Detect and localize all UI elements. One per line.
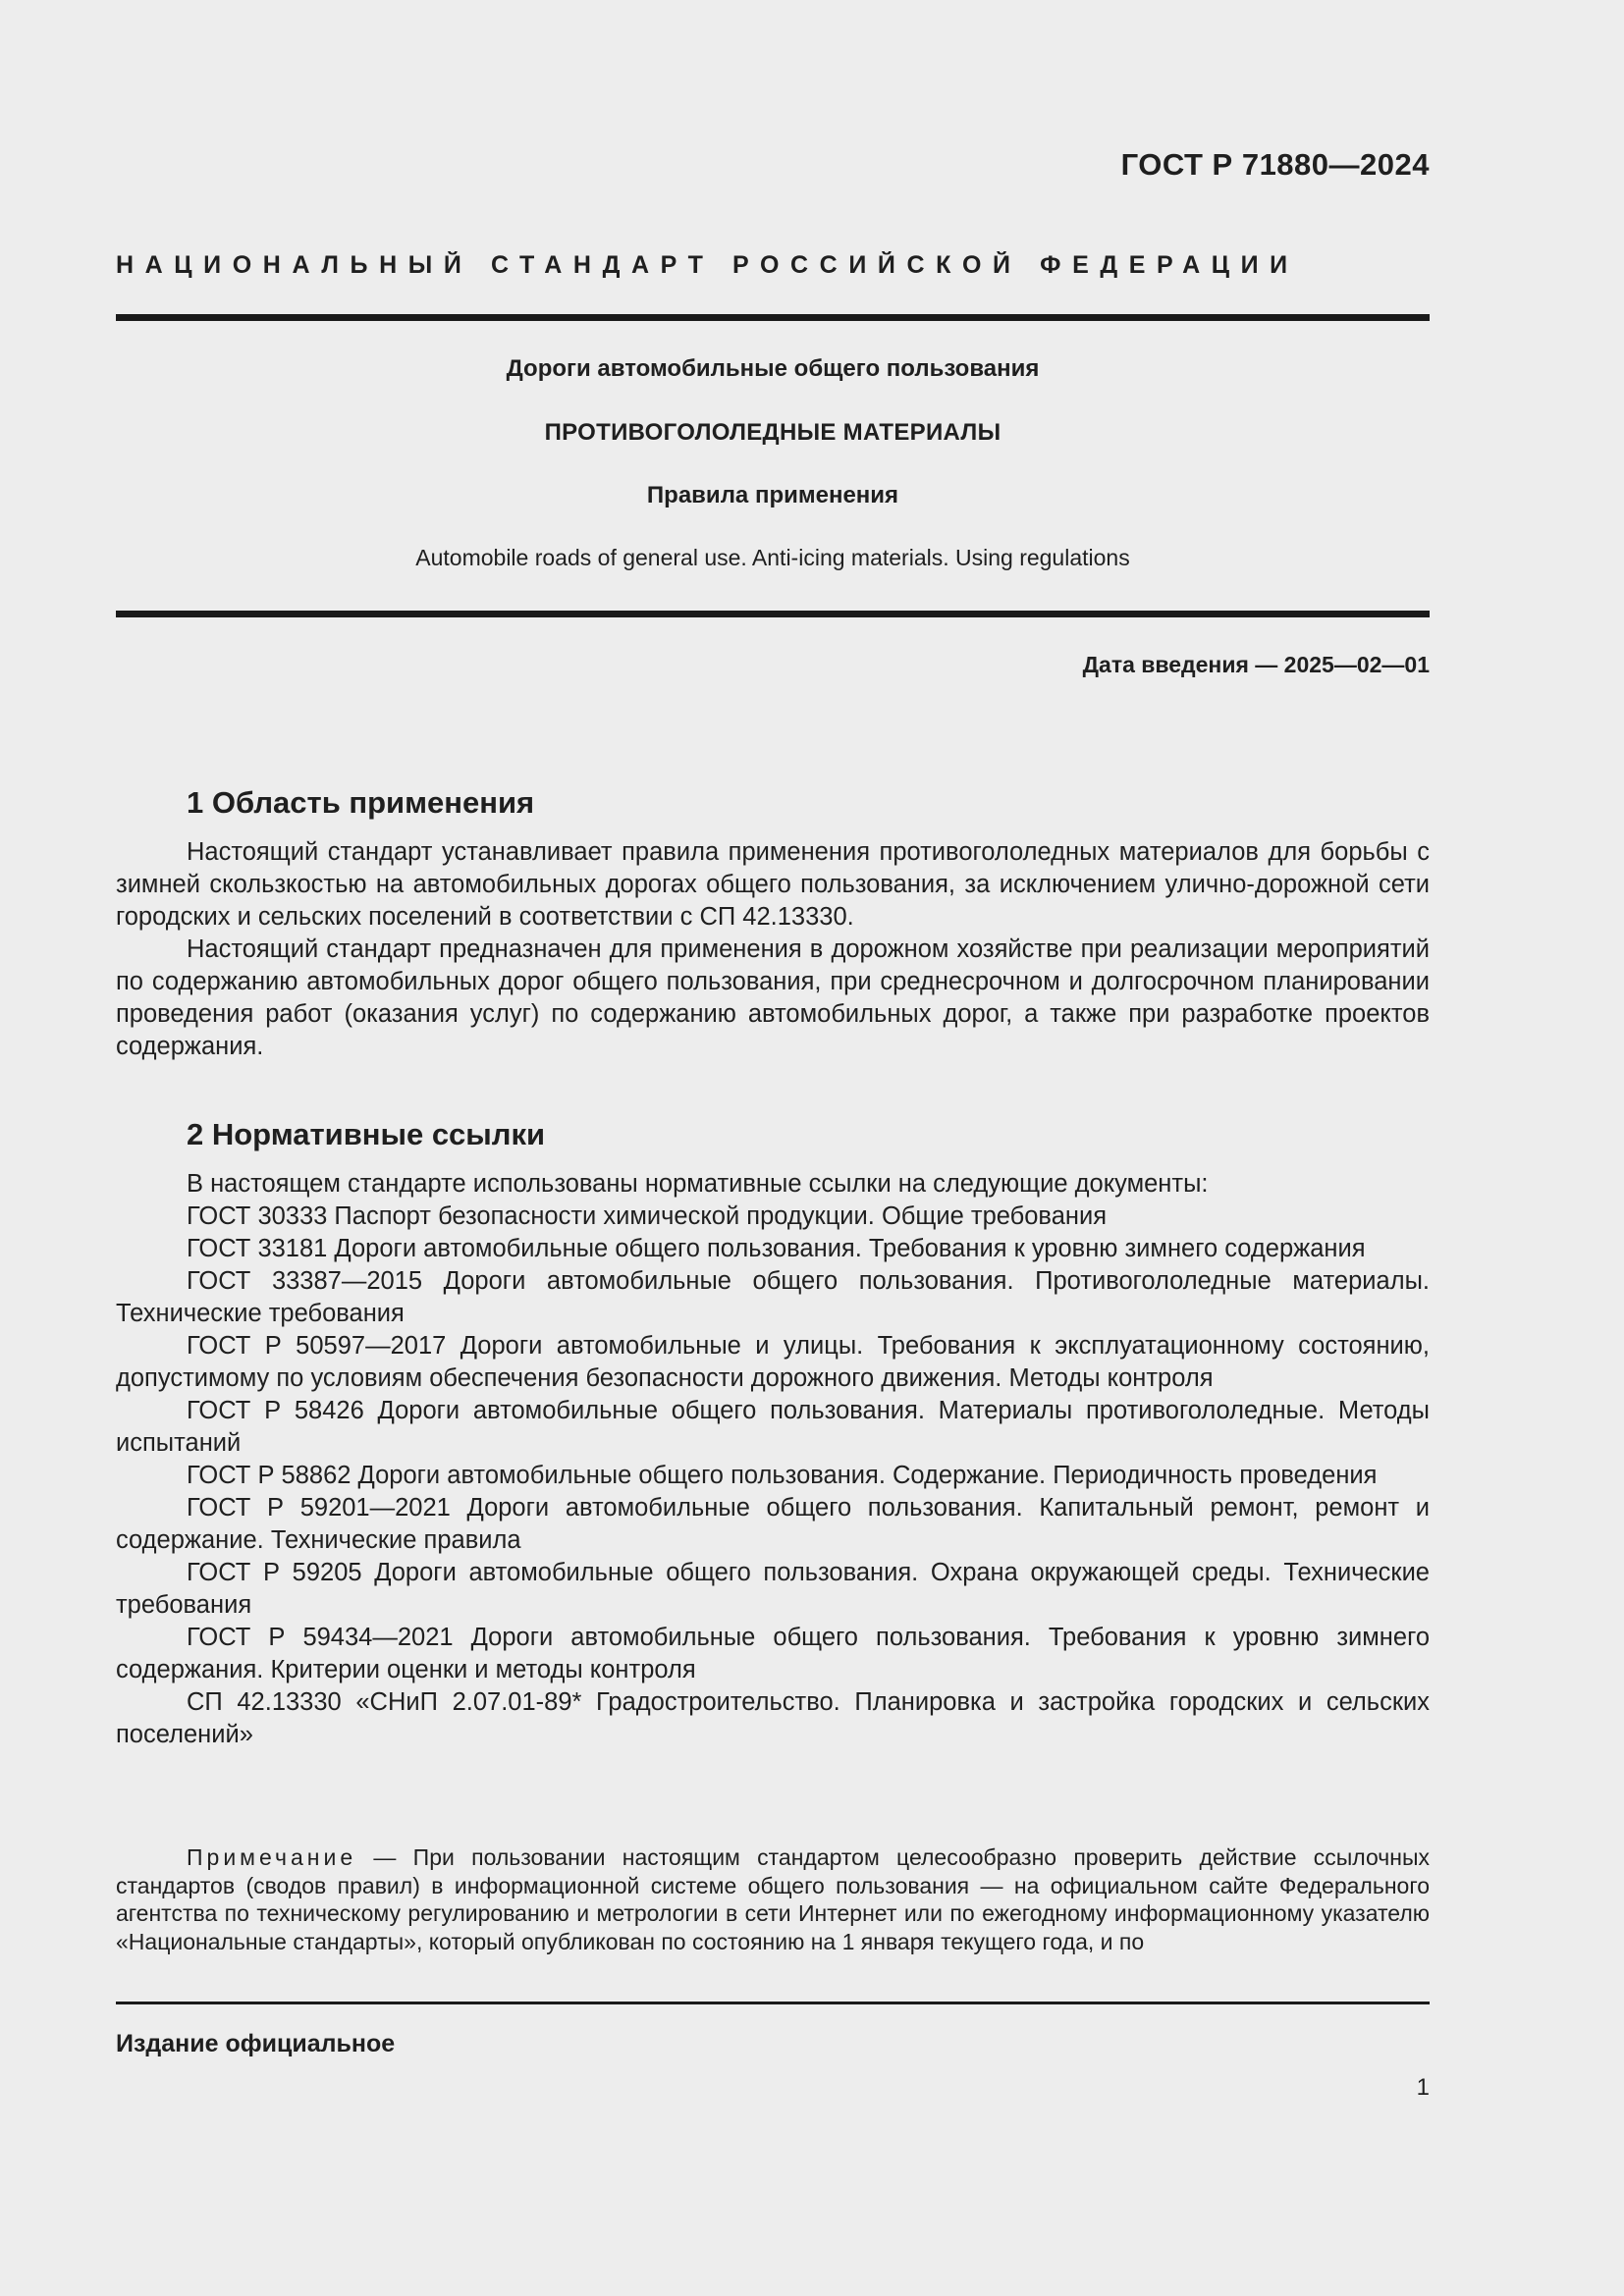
title-part: Правила применения: [646, 482, 899, 508]
section-heading: 1 Область применения: [187, 785, 535, 820]
title-main: ПРОТИВОГОЛОЛЕДНЫЕ МАТЕРИАЛЫ: [544, 419, 1001, 446]
note-label: Примечание: [187, 1844, 357, 1870]
reference-item: ГОСТ 33181 Дороги автомобильные общего пользования. Требования к уровню зимнего содержания: [187, 1235, 1366, 1262]
paragraph: В настоящем стандарте использованы нормативные ссылки на следующие документы:: [187, 1170, 1209, 1198]
reference-item: ГОСТ 30333 Паспорт безопасности химической продукции. Общие требования: [187, 1202, 1108, 1230]
section-normative-references: [116, 1115, 1430, 1751]
footer-divider: [116, 2002, 1430, 2004]
section-heading: 2 Нормативные ссылки: [187, 1117, 546, 1151]
note-text: — При пользовании настоящим стандартом целесообразно проверить действие ссылочных стандартов (сводов правил) в информационной системе общего пользования — на официальном сайте Федерального агентства по техническому регулированию и метрологии в сети Интернет или по ежегодному информационному указателю «Национальные стандарты», который опубликован по состоянию на 1 января текущего года, и по: [116, 1844, 1430, 1954]
header-divider: [116, 314, 1430, 321]
reference-item: ГОСТ Р 59205 Дороги автомобильные общего пользования. Охрана окружающей среды. Технические требования: [116, 1559, 1430, 1619]
reference-item: ГОСТ Р 58862 Дороги автомобильные общего пользования. Содержание. Периодичность проведения: [187, 1462, 1378, 1489]
introduction-date: Дата введения — 2025—02—01: [1082, 652, 1430, 677]
reference-item: ГОСТ Р 58426 Дороги автомобильные общего пользования. Материалы противогололедные. Методы испытаний: [116, 1397, 1430, 1457]
note: [116, 1843, 1430, 1955]
title-divider: [116, 611, 1430, 617]
edition-label: Издание официальное: [116, 2030, 396, 2057]
title-subtitle: Дороги автомобильные общего пользования: [506, 355, 1040, 382]
reference-item: СП 42.13330 «СНиП 2.07.01-89* Градостроительство. Планировка и застройка городских и сельских поселений»: [116, 1688, 1430, 1748]
paragraph: Настоящий стандарт предназначен для применения в дорожном хозяйстве при реализации мероприятий по содержанию автомобильных дорог общего пользования, при среднесрочном и долгосрочном планировании проведения работ (оказания услуг) по содержанию автомобильных дорог, а также при разработке проектов содержания.: [116, 935, 1430, 1060]
reference-item: ГОСТ Р 59201—2021 Дороги автомобильные общего пользования. Капитальный ремонт, ремонт и содержание. Технические правила: [116, 1494, 1430, 1554]
section-scope: [116, 783, 1430, 1063]
reference-item: ГОСТ Р 59434—2021 Дороги автомобильные общего пользования. Требования к уровню зимнего содержания. Критерии оценки и методы контроля: [116, 1624, 1430, 1683]
document-code: ГОСТ Р 71880—2024: [1120, 147, 1430, 182]
national-standard-banner: НАЦИОНАЛЬНЫЙ СТАНДАРТ РОССИЙСКОЙ ФЕДЕРАЦИИ: [116, 251, 1299, 279]
reference-item: ГОСТ 33387—2015 Дороги автомобильные общего пользования. Противогололедные материалы. Технические требования: [116, 1267, 1430, 1327]
reference-item: ГОСТ Р 50597—2017 Дороги автомобильные и улицы. Требования к эксплуатационному состоянию, допустимому по условиям обеспечения безопасности дорожного движения. Методы контроля: [116, 1332, 1430, 1392]
page-number: 1: [1416, 2074, 1430, 2101]
paragraph: Настоящий стандарт устанавливает правила применения противогололедных материалов для борьбы с зимней скользкостью на автомобильных дорогах общего пользования, за исключением улично-дорожной сети городских и сельских поселений в соответствии с СП 42.13330.: [116, 838, 1430, 931]
title-english: Automobile roads of general use. Anti-icing materials. Using regulations: [415, 545, 1130, 570]
